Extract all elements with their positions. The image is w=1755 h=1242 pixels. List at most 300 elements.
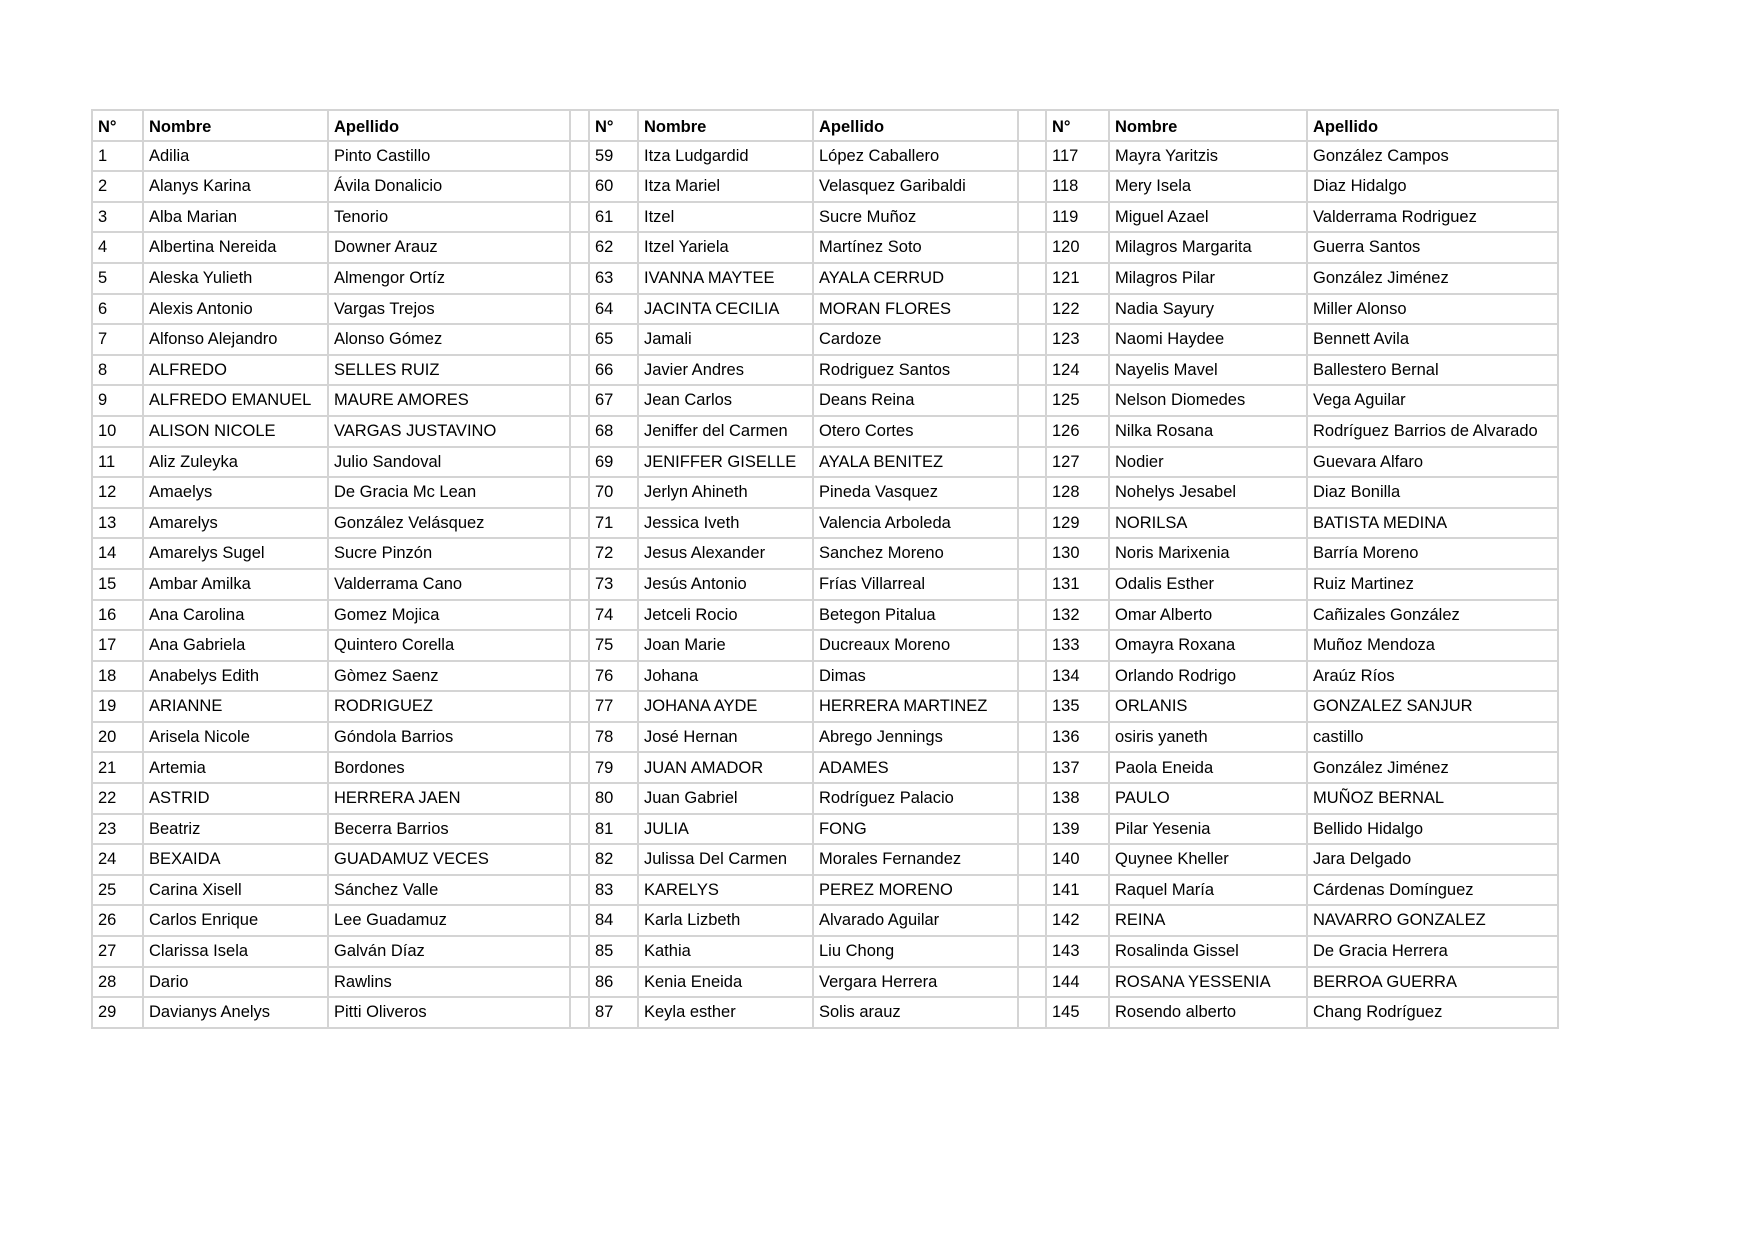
cell-first-name: Alexis Antonio xyxy=(143,294,328,325)
cell-first-name: Alfonso Alejandro xyxy=(143,324,328,355)
header-last-name: Apellido xyxy=(328,110,570,141)
column-gap xyxy=(570,783,589,814)
header-last-name: Apellido xyxy=(813,110,1018,141)
cell-last-name: MUÑOZ BERNAL xyxy=(1307,783,1558,814)
cell-last-name: Gomez Mojica xyxy=(328,600,570,631)
cell-first-name: JACINTA CECILIA xyxy=(638,294,813,325)
cell-number: 64 xyxy=(589,294,638,325)
cell-last-name: Guevara Alfaro xyxy=(1307,447,1558,478)
cell-number: 25 xyxy=(92,875,143,906)
cell-last-name: Barría Moreno xyxy=(1307,538,1558,569)
cell-last-name: Ducreaux Moreno xyxy=(813,630,1018,661)
cell-number: 29 xyxy=(92,997,143,1028)
cell-first-name: Mayra Yaritzis xyxy=(1109,141,1307,172)
cell-number: 87 xyxy=(589,997,638,1028)
cell-first-name: Arisela Nicole xyxy=(143,722,328,753)
cell-first-name: Anabelys Edith xyxy=(143,661,328,692)
cell-last-name: González Campos xyxy=(1307,141,1558,172)
column-gap xyxy=(1018,844,1046,875)
cell-first-name: KARELYS xyxy=(638,875,813,906)
cell-number: 78 xyxy=(589,722,638,753)
cell-last-name: SELLES RUIZ xyxy=(328,355,570,386)
cell-first-name: Carina Xisell xyxy=(143,875,328,906)
cell-number: 86 xyxy=(589,967,638,998)
cell-first-name: Omayra Roxana xyxy=(1109,630,1307,661)
cell-first-name: Milagros Pilar xyxy=(1109,263,1307,294)
cell-number: 136 xyxy=(1046,722,1109,753)
column-gap xyxy=(570,875,589,906)
cell-first-name: Beatriz xyxy=(143,814,328,845)
cell-first-name: JOHANA AYDE xyxy=(638,691,813,722)
cell-number: 134 xyxy=(1046,661,1109,692)
cell-last-name: De Gracia Herrera xyxy=(1307,936,1558,967)
cell-number: 20 xyxy=(92,722,143,753)
cell-first-name: Jeniffer del Carmen xyxy=(638,416,813,447)
cell-number: 140 xyxy=(1046,844,1109,875)
table-row xyxy=(92,783,1558,814)
cell-number: 138 xyxy=(1046,783,1109,814)
header-first-name: Nombre xyxy=(143,110,328,141)
cell-first-name: Jessica Iveth xyxy=(638,508,813,539)
cell-first-name: Itza Ludgardid xyxy=(638,141,813,172)
column-gap xyxy=(570,477,589,508)
cell-last-name: Ballestero Bernal xyxy=(1307,355,1558,386)
cell-first-name: Julissa Del Carmen xyxy=(638,844,813,875)
cell-first-name: Adilia xyxy=(143,141,328,172)
cell-first-name: ROSANA YESSENIA xyxy=(1109,967,1307,998)
column-gap xyxy=(570,997,589,1028)
column-gap xyxy=(1018,538,1046,569)
cell-number: 132 xyxy=(1046,600,1109,631)
cell-last-name: Ávila Donalicio xyxy=(328,171,570,202)
cell-last-name: Lee Guadamuz xyxy=(328,905,570,936)
column-gap xyxy=(1018,263,1046,294)
cell-number: 84 xyxy=(589,905,638,936)
cell-number: 81 xyxy=(589,814,638,845)
cell-first-name: Joan Marie xyxy=(638,630,813,661)
cell-last-name: Gòmez Saenz xyxy=(328,661,570,692)
cell-last-name: VARGAS JUSTAVINO xyxy=(328,416,570,447)
table-row xyxy=(92,477,1558,508)
table-row xyxy=(92,936,1558,967)
cell-number: 61 xyxy=(589,202,638,233)
cell-first-name: Clarissa Isela xyxy=(143,936,328,967)
header-number: N° xyxy=(1046,110,1109,141)
cell-first-name: PAULO xyxy=(1109,783,1307,814)
table-row xyxy=(92,263,1558,294)
cell-first-name: Ambar Amilka xyxy=(143,569,328,600)
cell-last-name: Vergara Herrera xyxy=(813,967,1018,998)
table-row xyxy=(92,905,1558,936)
table-row xyxy=(92,447,1558,478)
cell-number: 66 xyxy=(589,355,638,386)
column-gap xyxy=(1018,661,1046,692)
column-gap xyxy=(570,416,589,447)
column-gap xyxy=(1018,600,1046,631)
cell-last-name: Rodríguez Barrios de Alvarado xyxy=(1307,416,1558,447)
cell-first-name: Ana Carolina xyxy=(143,600,328,631)
cell-number: 130 xyxy=(1046,538,1109,569)
cell-first-name: Nadia Sayury xyxy=(1109,294,1307,325)
cell-first-name: Nelson Diomedes xyxy=(1109,385,1307,416)
cell-first-name: Nayelis Mavel xyxy=(1109,355,1307,386)
cell-first-name: Artemia xyxy=(143,752,328,783)
cell-last-name: González Jiménez xyxy=(1307,263,1558,294)
table-row xyxy=(92,232,1558,263)
header-first-name: Nombre xyxy=(1109,110,1307,141)
cell-last-name: Tenorio xyxy=(328,202,570,233)
cell-first-name: Jerlyn Ahineth xyxy=(638,477,813,508)
column-gap xyxy=(570,630,589,661)
column-gap xyxy=(1018,110,1046,141)
column-gap xyxy=(1018,141,1046,172)
cell-last-name: MORAN FLORES xyxy=(813,294,1018,325)
column-gap xyxy=(1018,232,1046,263)
cell-last-name: Ruiz Martinez xyxy=(1307,569,1558,600)
cell-number: 5 xyxy=(92,263,143,294)
column-gap xyxy=(1018,324,1046,355)
cell-last-name: AYALA CERRUD xyxy=(813,263,1018,294)
cell-number: 117 xyxy=(1046,141,1109,172)
column-gap xyxy=(570,508,589,539)
column-gap xyxy=(570,691,589,722)
cell-number: 18 xyxy=(92,661,143,692)
column-gap xyxy=(1018,630,1046,661)
column-gap xyxy=(1018,752,1046,783)
cell-last-name: Rodríguez Palacio xyxy=(813,783,1018,814)
table-row xyxy=(92,171,1558,202)
column-gap xyxy=(1018,202,1046,233)
cell-number: 65 xyxy=(589,324,638,355)
column-gap xyxy=(1018,905,1046,936)
cell-first-name: Dario xyxy=(143,967,328,998)
column-gap xyxy=(1018,691,1046,722)
cell-first-name: Amaelys xyxy=(143,477,328,508)
table-row xyxy=(92,814,1558,845)
cell-number: 143 xyxy=(1046,936,1109,967)
column-gap xyxy=(1018,936,1046,967)
cell-last-name: Diaz Bonilla xyxy=(1307,477,1558,508)
table-row xyxy=(92,875,1558,906)
cell-number: 67 xyxy=(589,385,638,416)
cell-number: 26 xyxy=(92,905,143,936)
column-gap xyxy=(1018,783,1046,814)
cell-last-name: Becerra Barrios xyxy=(328,814,570,845)
cell-last-name: Alvarado Aguilar xyxy=(813,905,1018,936)
cell-first-name: Nohelys Jesabel xyxy=(1109,477,1307,508)
cell-last-name: Rawlins xyxy=(328,967,570,998)
column-gap xyxy=(570,752,589,783)
cell-number: 142 xyxy=(1046,905,1109,936)
cell-last-name: BERROA GUERRA xyxy=(1307,967,1558,998)
cell-number: 69 xyxy=(589,447,638,478)
table-row xyxy=(92,691,1558,722)
column-gap xyxy=(1018,171,1046,202)
cell-last-name: Jara Delgado xyxy=(1307,844,1558,875)
cell-first-name: Kathia xyxy=(638,936,813,967)
table-row xyxy=(92,385,1558,416)
column-gap xyxy=(570,263,589,294)
cell-first-name: Nilka Rosana xyxy=(1109,416,1307,447)
cell-last-name: De Gracia Mc Lean xyxy=(328,477,570,508)
column-gap xyxy=(570,324,589,355)
cell-first-name: Nodier xyxy=(1109,447,1307,478)
column-gap xyxy=(1018,447,1046,478)
cell-last-name: Chang Rodríguez xyxy=(1307,997,1558,1028)
cell-first-name: Juan Gabriel xyxy=(638,783,813,814)
cell-last-name: Frías Villarreal xyxy=(813,569,1018,600)
cell-last-name: Julio Sandoval xyxy=(328,447,570,478)
cell-last-name: Sucre Pinzón xyxy=(328,538,570,569)
cell-first-name: Milagros Margarita xyxy=(1109,232,1307,263)
cell-last-name: Quintero Corella xyxy=(328,630,570,661)
table-row xyxy=(92,508,1558,539)
column-gap xyxy=(1018,967,1046,998)
cell-last-name: Downer Arauz xyxy=(328,232,570,263)
column-gap xyxy=(570,294,589,325)
column-gap xyxy=(570,171,589,202)
cell-last-name: Sucre Muñoz xyxy=(813,202,1018,233)
column-gap xyxy=(1018,416,1046,447)
cell-number: 145 xyxy=(1046,997,1109,1028)
cell-number: 121 xyxy=(1046,263,1109,294)
cell-first-name: Amarelys xyxy=(143,508,328,539)
column-gap xyxy=(1018,722,1046,753)
cell-last-name: Alonso Gómez xyxy=(328,324,570,355)
cell-last-name: Solis arauz xyxy=(813,997,1018,1028)
cell-last-name: RODRIGUEZ xyxy=(328,691,570,722)
cell-first-name: Johana xyxy=(638,661,813,692)
cell-first-name: Itzel Yariela xyxy=(638,232,813,263)
cell-first-name: Odalis Esther xyxy=(1109,569,1307,600)
cell-number: 6 xyxy=(92,294,143,325)
cell-first-name: Javier Andres xyxy=(638,355,813,386)
cell-number: 1 xyxy=(92,141,143,172)
cell-last-name: Almengor Ortíz xyxy=(328,263,570,294)
column-gap xyxy=(1018,814,1046,845)
cell-first-name: Alba Marian xyxy=(143,202,328,233)
table-row xyxy=(92,630,1558,661)
cell-first-name: Kenia Eneida xyxy=(638,967,813,998)
cell-last-name: GONZALEZ SANJUR xyxy=(1307,691,1558,722)
column-gap xyxy=(1018,875,1046,906)
table-row xyxy=(92,752,1558,783)
cell-number: 27 xyxy=(92,936,143,967)
cell-first-name: José Hernan xyxy=(638,722,813,753)
cell-number: 3 xyxy=(92,202,143,233)
cell-number: 4 xyxy=(92,232,143,263)
cell-first-name: Ana Gabriela xyxy=(143,630,328,661)
cell-last-name: Liu Chong xyxy=(813,936,1018,967)
cell-first-name: Pilar Yesenia xyxy=(1109,814,1307,845)
cell-number: 15 xyxy=(92,569,143,600)
cell-first-name: Jesus Alexander xyxy=(638,538,813,569)
column-gap xyxy=(1018,294,1046,325)
cell-first-name: Raquel María xyxy=(1109,875,1307,906)
cell-last-name: Vega Aguilar xyxy=(1307,385,1558,416)
cell-first-name: Aleska Yulieth xyxy=(143,263,328,294)
header-first-name: Nombre xyxy=(638,110,813,141)
cell-last-name: Pinto Castillo xyxy=(328,141,570,172)
cell-first-name: Rosendo alberto xyxy=(1109,997,1307,1028)
column-gap xyxy=(570,722,589,753)
cell-number: 7 xyxy=(92,324,143,355)
cell-first-name: Paola Eneida xyxy=(1109,752,1307,783)
cell-last-name: Abrego Jennings xyxy=(813,722,1018,753)
cell-number: 119 xyxy=(1046,202,1109,233)
table-row xyxy=(92,722,1558,753)
cell-number: 135 xyxy=(1046,691,1109,722)
cell-first-name: Jean Carlos xyxy=(638,385,813,416)
cell-number: 137 xyxy=(1046,752,1109,783)
cell-first-name: Rosalinda Gissel xyxy=(1109,936,1307,967)
cell-first-name: Naomi Haydee xyxy=(1109,324,1307,355)
table-row xyxy=(92,661,1558,692)
cell-first-name: Jetceli Rocio xyxy=(638,600,813,631)
table-row xyxy=(92,324,1558,355)
cell-last-name: Sanchez Moreno xyxy=(813,538,1018,569)
header-last-name: Apellido xyxy=(1307,110,1558,141)
cell-number: 77 xyxy=(589,691,638,722)
cell-first-name: BEXAIDA xyxy=(143,844,328,875)
cell-last-name: castillo xyxy=(1307,722,1558,753)
column-gap xyxy=(570,110,589,141)
column-gap xyxy=(570,814,589,845)
cell-number: 144 xyxy=(1046,967,1109,998)
cell-first-name: NORILSA xyxy=(1109,508,1307,539)
cell-number: 128 xyxy=(1046,477,1109,508)
cell-last-name: Cardoze xyxy=(813,324,1018,355)
column-gap xyxy=(570,967,589,998)
cell-last-name: Bennett Avila xyxy=(1307,324,1558,355)
cell-number: 62 xyxy=(589,232,638,263)
cell-last-name: Pitti Oliveros xyxy=(328,997,570,1028)
column-gap xyxy=(1018,355,1046,386)
cell-last-name: Bordones xyxy=(328,752,570,783)
cell-last-name: López Caballero xyxy=(813,141,1018,172)
column-gap xyxy=(570,385,589,416)
roster-body xyxy=(92,141,1558,1028)
cell-last-name: Góndola Barrios xyxy=(328,722,570,753)
cell-last-name: Cárdenas Domínguez xyxy=(1307,875,1558,906)
cell-number: 127 xyxy=(1046,447,1109,478)
cell-first-name: IVANNA MAYTEE xyxy=(638,263,813,294)
cell-number: 118 xyxy=(1046,171,1109,202)
cell-first-name: ALFREDO EMANUEL xyxy=(143,385,328,416)
column-gap xyxy=(570,447,589,478)
cell-number: 21 xyxy=(92,752,143,783)
cell-number: 133 xyxy=(1046,630,1109,661)
cell-last-name: Valderrama Cano xyxy=(328,569,570,600)
cell-number: 12 xyxy=(92,477,143,508)
cell-last-name: NAVARRO GONZALEZ xyxy=(1307,905,1558,936)
cell-number: 22 xyxy=(92,783,143,814)
cell-number: 19 xyxy=(92,691,143,722)
cell-number: 123 xyxy=(1046,324,1109,355)
cell-number: 125 xyxy=(1046,385,1109,416)
cell-number: 24 xyxy=(92,844,143,875)
cell-first-name: Jesús Antonio xyxy=(638,569,813,600)
column-gap xyxy=(570,905,589,936)
cell-last-name: AYALA BENITEZ xyxy=(813,447,1018,478)
table-row xyxy=(92,294,1558,325)
cell-number: 14 xyxy=(92,538,143,569)
cell-first-name: ASTRID xyxy=(143,783,328,814)
cell-number: 16 xyxy=(92,600,143,631)
cell-number: 17 xyxy=(92,630,143,661)
cell-number: 8 xyxy=(92,355,143,386)
cell-number: 83 xyxy=(589,875,638,906)
cell-last-name: Martínez Soto xyxy=(813,232,1018,263)
cell-number: 28 xyxy=(92,967,143,998)
cell-number: 80 xyxy=(589,783,638,814)
cell-first-name: Carlos Enrique xyxy=(143,905,328,936)
cell-first-name: Itza Mariel xyxy=(638,171,813,202)
column-gap xyxy=(570,600,589,631)
cell-last-name: GUADAMUZ VECES xyxy=(328,844,570,875)
table-row xyxy=(92,844,1558,875)
cell-last-name: Betegon Pitalua xyxy=(813,600,1018,631)
cell-last-name: Pineda Vasquez xyxy=(813,477,1018,508)
cell-number: 76 xyxy=(589,661,638,692)
table-row xyxy=(92,355,1558,386)
cell-number: 124 xyxy=(1046,355,1109,386)
cell-first-name: Davianys Anelys xyxy=(143,997,328,1028)
cell-last-name: MAURE AMORES xyxy=(328,385,570,416)
cell-number: 73 xyxy=(589,569,638,600)
cell-number: 71 xyxy=(589,508,638,539)
cell-last-name: Valderrama Rodriguez xyxy=(1307,202,1558,233)
header-number: N° xyxy=(589,110,638,141)
table-row xyxy=(92,416,1558,447)
cell-number: 68 xyxy=(589,416,638,447)
cell-number: 13 xyxy=(92,508,143,539)
cell-last-name: Galván Díaz xyxy=(328,936,570,967)
cell-last-name: FONG xyxy=(813,814,1018,845)
cell-number: 131 xyxy=(1046,569,1109,600)
column-gap xyxy=(570,141,589,172)
column-gap xyxy=(570,538,589,569)
cell-last-name: Araúz Ríos xyxy=(1307,661,1558,692)
cell-last-name: Muñoz Mendoza xyxy=(1307,630,1558,661)
cell-last-name: Valencia Arboleda xyxy=(813,508,1018,539)
cell-last-name: Dimas xyxy=(813,661,1018,692)
cell-number: 122 xyxy=(1046,294,1109,325)
cell-number: 85 xyxy=(589,936,638,967)
cell-number: 120 xyxy=(1046,232,1109,263)
cell-last-name: Cañizales González xyxy=(1307,600,1558,631)
cell-number: 72 xyxy=(589,538,638,569)
table-row xyxy=(92,141,1558,172)
cell-first-name: ALFREDO xyxy=(143,355,328,386)
cell-first-name: Jamali xyxy=(638,324,813,355)
cell-first-name: ARIANNE xyxy=(143,691,328,722)
cell-number: 70 xyxy=(589,477,638,508)
cell-last-name: PEREZ MORENO xyxy=(813,875,1018,906)
cell-last-name: Vargas Trejos xyxy=(328,294,570,325)
header-row xyxy=(92,110,1558,141)
cell-first-name: ORLANIS xyxy=(1109,691,1307,722)
cell-number: 59 xyxy=(589,141,638,172)
cell-number: 11 xyxy=(92,447,143,478)
cell-number: 82 xyxy=(589,844,638,875)
column-gap xyxy=(1018,385,1046,416)
column-gap xyxy=(570,661,589,692)
cell-last-name: HERRERA JAEN xyxy=(328,783,570,814)
cell-last-name: ADAMES xyxy=(813,752,1018,783)
cell-number: 75 xyxy=(589,630,638,661)
cell-first-name: Omar Alberto xyxy=(1109,600,1307,631)
